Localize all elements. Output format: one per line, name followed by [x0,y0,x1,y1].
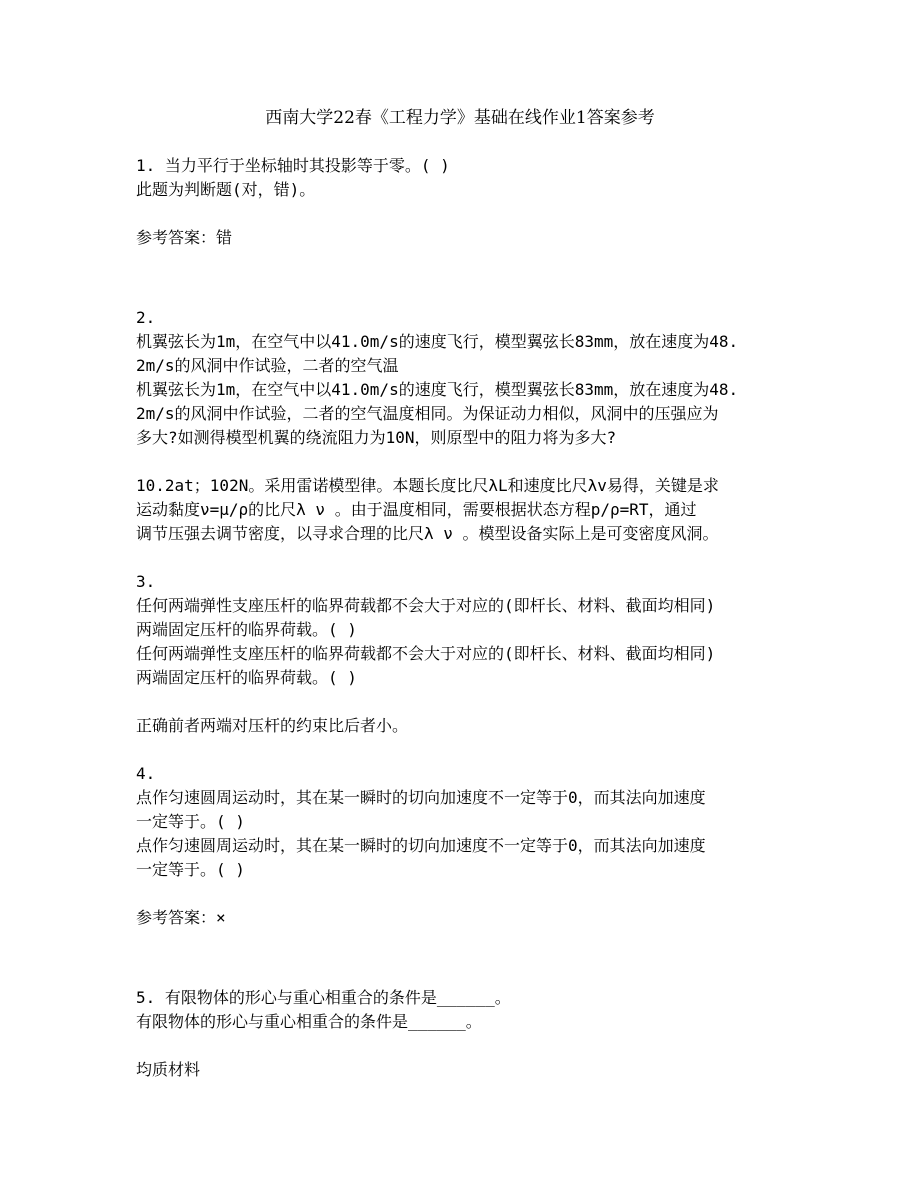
question-3-number: 3. [136,572,156,591]
question-1-note: 此题为判断题(对，错)。 [136,180,316,199]
question-3-line: 任何两端弹性支座压杆的临界荷载都不会大于对应的(即杆长、材料、截面均相同) [136,596,716,615]
question-1 [136,154,796,250]
question-2-line: 机翼弦长为1m，在空气中以41.0m/s的速度飞行，模型翼弦长83mm，放在速度为48. [136,380,739,399]
question-3-line: 任何两端弹性支座压杆的临界荷载都不会大于对应的(即杆长、材料、截面均相同) [136,644,716,663]
question-3-line: 两端固定压杆的临界荷载。( ) [136,620,357,639]
question-5-repeat: 有限物体的形心与重心相重合的条件是______。 [136,1012,482,1031]
question-5 [136,986,796,1082]
question-2-answer-line: 10.2at；102N。采用雷诺模型律。本题长度比尺λL和速度比尺λv易得，关键是求 [136,476,719,495]
question-3-answer: 正确前者两端对压杆的约束比后者小。 [136,716,409,735]
question-4-answer: 参考答案：× [136,908,226,927]
question-5-stem: 5. 有限物体的形心与重心相重合的条件是______。 [136,988,511,1007]
document-title: 西南大学22春《工程力学》基础在线作业1答案参考 [265,108,655,128]
question-3 [136,570,796,738]
document-body [136,154,796,1082]
question-2-line: 2m/s的风洞中作试验，二者的空气温度相同。为保证动力相似，风洞中的压强应为 [136,404,719,423]
question-2-line: 机翼弦长为1m，在空气中以41.0m/s的速度飞行，模型翼弦长83mm，放在速度为48. [136,332,739,351]
question-4-line: 点作匀速圆周运动时，其在某一瞬时的切向加速度不一定等于0，而其法向加速度 [136,788,706,807]
question-4-line: 一定等于。( ) [136,812,245,831]
question-4 [136,762,796,930]
question-4-line: 一定等于。( ) [136,860,245,879]
question-3-line: 两端固定压杆的临界荷载。( ) [136,668,357,687]
question-1-answer: 参考答案：错 [136,228,233,247]
question-5-answer: 均质材料 [136,1060,201,1079]
question-4-number: 4. [136,764,156,783]
question-2-line: 2m/s的风洞中作试验，二者的空气温 [136,356,399,375]
question-2-answer-line: 调节压强去调节密度，以寻求合理的比尺λ ν 。模型设备实际上是可变密度风洞。 [136,524,719,543]
question-2-answer-line: 运动黏度ν=μ/ρ的比尺λ ν 。由于温度相同，需要根据状态方程p/ρ=RT，通过 [136,500,697,519]
question-2-number: 2. [136,308,156,327]
question-2 [136,306,796,546]
question-1-stem: 1. 当力平行于坐标轴时其投影等于零。( ) [136,156,450,175]
question-4-line: 点作匀速圆周运动时，其在某一瞬时的切向加速度不一定等于0，而其法向加速度 [136,836,706,855]
question-2-line: 多大?如测得模型机翼的绕流阻力为10N，则原型中的阻力将为多大? [136,428,617,447]
